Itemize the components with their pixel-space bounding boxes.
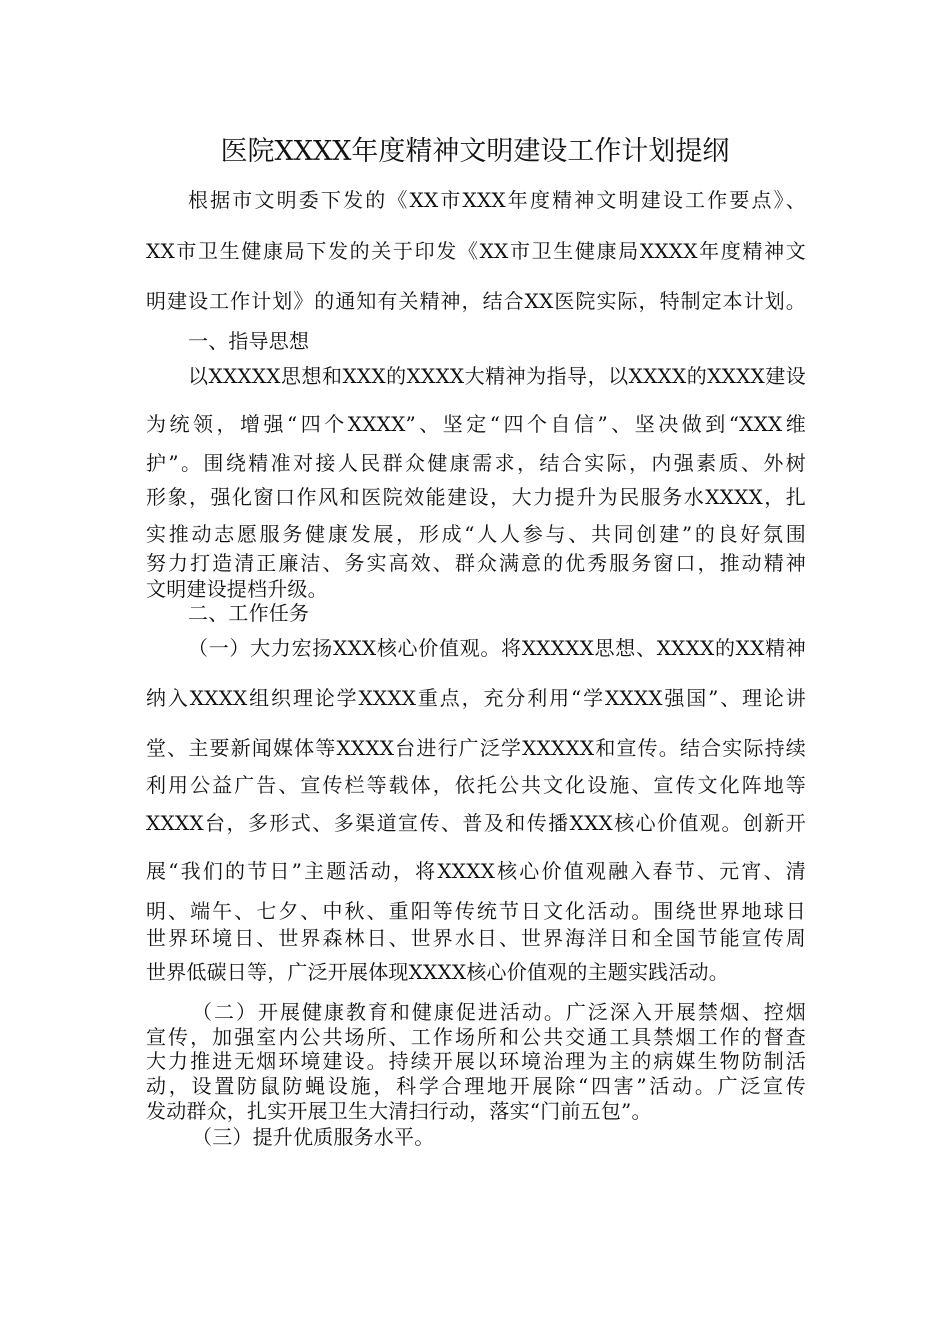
section-heading: 一、指导思想 [188,329,310,353]
paragraph-line: 以XXXXX思想和XXX的XXXX大精神为指导，以XXXX的XXXX建设 [188,364,806,388]
paragraph-line: XXXX台，多形式、多渠道宣传、普及和传播XXX核心价值观。创新开 [146,811,806,835]
paragraph-line: 宣传，加强室内公共场所、工作场所和公共交通工具禁烟工作的督查 [146,1025,806,1049]
paragraph-line: 堂、主要新闻媒体等XXXX台进行广泛学XXXXX和宣传。结合实际持续 [146,736,806,760]
paragraph-line: 纳入XXXX组织理论学XXXX重点，充分利用“学XXXX强国”、理论讲 [146,686,806,710]
paragraph-line: 明、端午、七夕、中秋、重阳等传统节日文化活动。围绕世界地球日 [146,899,806,923]
paragraph-line: 动，设置防鼠防蝇设施，科学合理地开展除“四害”活动。广泛宣传 [146,1074,806,1098]
paragraph-line: 为统领，增强“四个XXXX”、坚定“四个自信”、坚决做到“XXX维 [146,412,806,436]
paragraph-line: 实推动志愿服务健康发展，形成“人人参与、共同创建”的良好氛围 [146,522,806,546]
paragraph-line: 努力打造清正廉洁、务实高效、群众满意的优秀服务窗口，推动精神 [146,551,806,575]
paragraph-line: 根据市文明委下发的《XX市XXX年度精神文明建设工作要点》、 [188,188,806,212]
paragraph-line: （三）提升优质服务水平。 [192,1125,435,1149]
paragraph-line: 世界低碳日等，广泛开展体现XXXX核心价值观的主题实践活动。 [146,960,729,984]
paragraph-line: 展“我们的节日”主题活动，将XXXX核心价值观融入春节、元宵、清 [146,859,806,883]
paragraph-line: 利用公益广告、宣传栏等载体，依托公共文化设施、宣传文化阵地等 [146,773,806,797]
section-heading: 二、工作任务 [188,601,310,625]
paragraph-line: 护”。围绕精准对接人民群众健康需求，结合实际，内强素质、外树 [146,451,806,475]
paragraph-line: （二）开展健康教育和健康促进活动。广泛深入开展禁烟、控烟 [192,1000,806,1024]
paragraph-line: 世界环境日、世界森林日、世界水日、世界海洋日和全国节能宣传周 [146,926,806,950]
document-title: 医院XXXX年度精神文明建设工作计划提纲 [220,136,730,167]
paragraph-line: 发动群众，扎实开展卫生大清扫行动，落实“门前五包”。 [146,1099,652,1123]
paragraph-line: 文明建设提档升级。 [146,577,328,601]
paragraph-line: 明建设工作计划》的通知有关精神，结合XX医院实际，特制定本计划。 [146,289,806,313]
paragraph-line: 形象，强化窗口作风和医院效能建设，大力提升为民服务水XXXX，扎 [146,485,806,509]
paragraph-line: 大力推进无烟环境建设。持续开展以环境治理为主的病媒生物防制活 [146,1049,806,1073]
paragraph-line: （一）大力宏扬XXX核心价值观。将XXXXX思想、XXXX的XX精神 [188,636,806,660]
paragraph-line: XX市卫生健康局下发的关于印发《XX市卫生健康局XXXX年度精神文 [146,239,806,263]
